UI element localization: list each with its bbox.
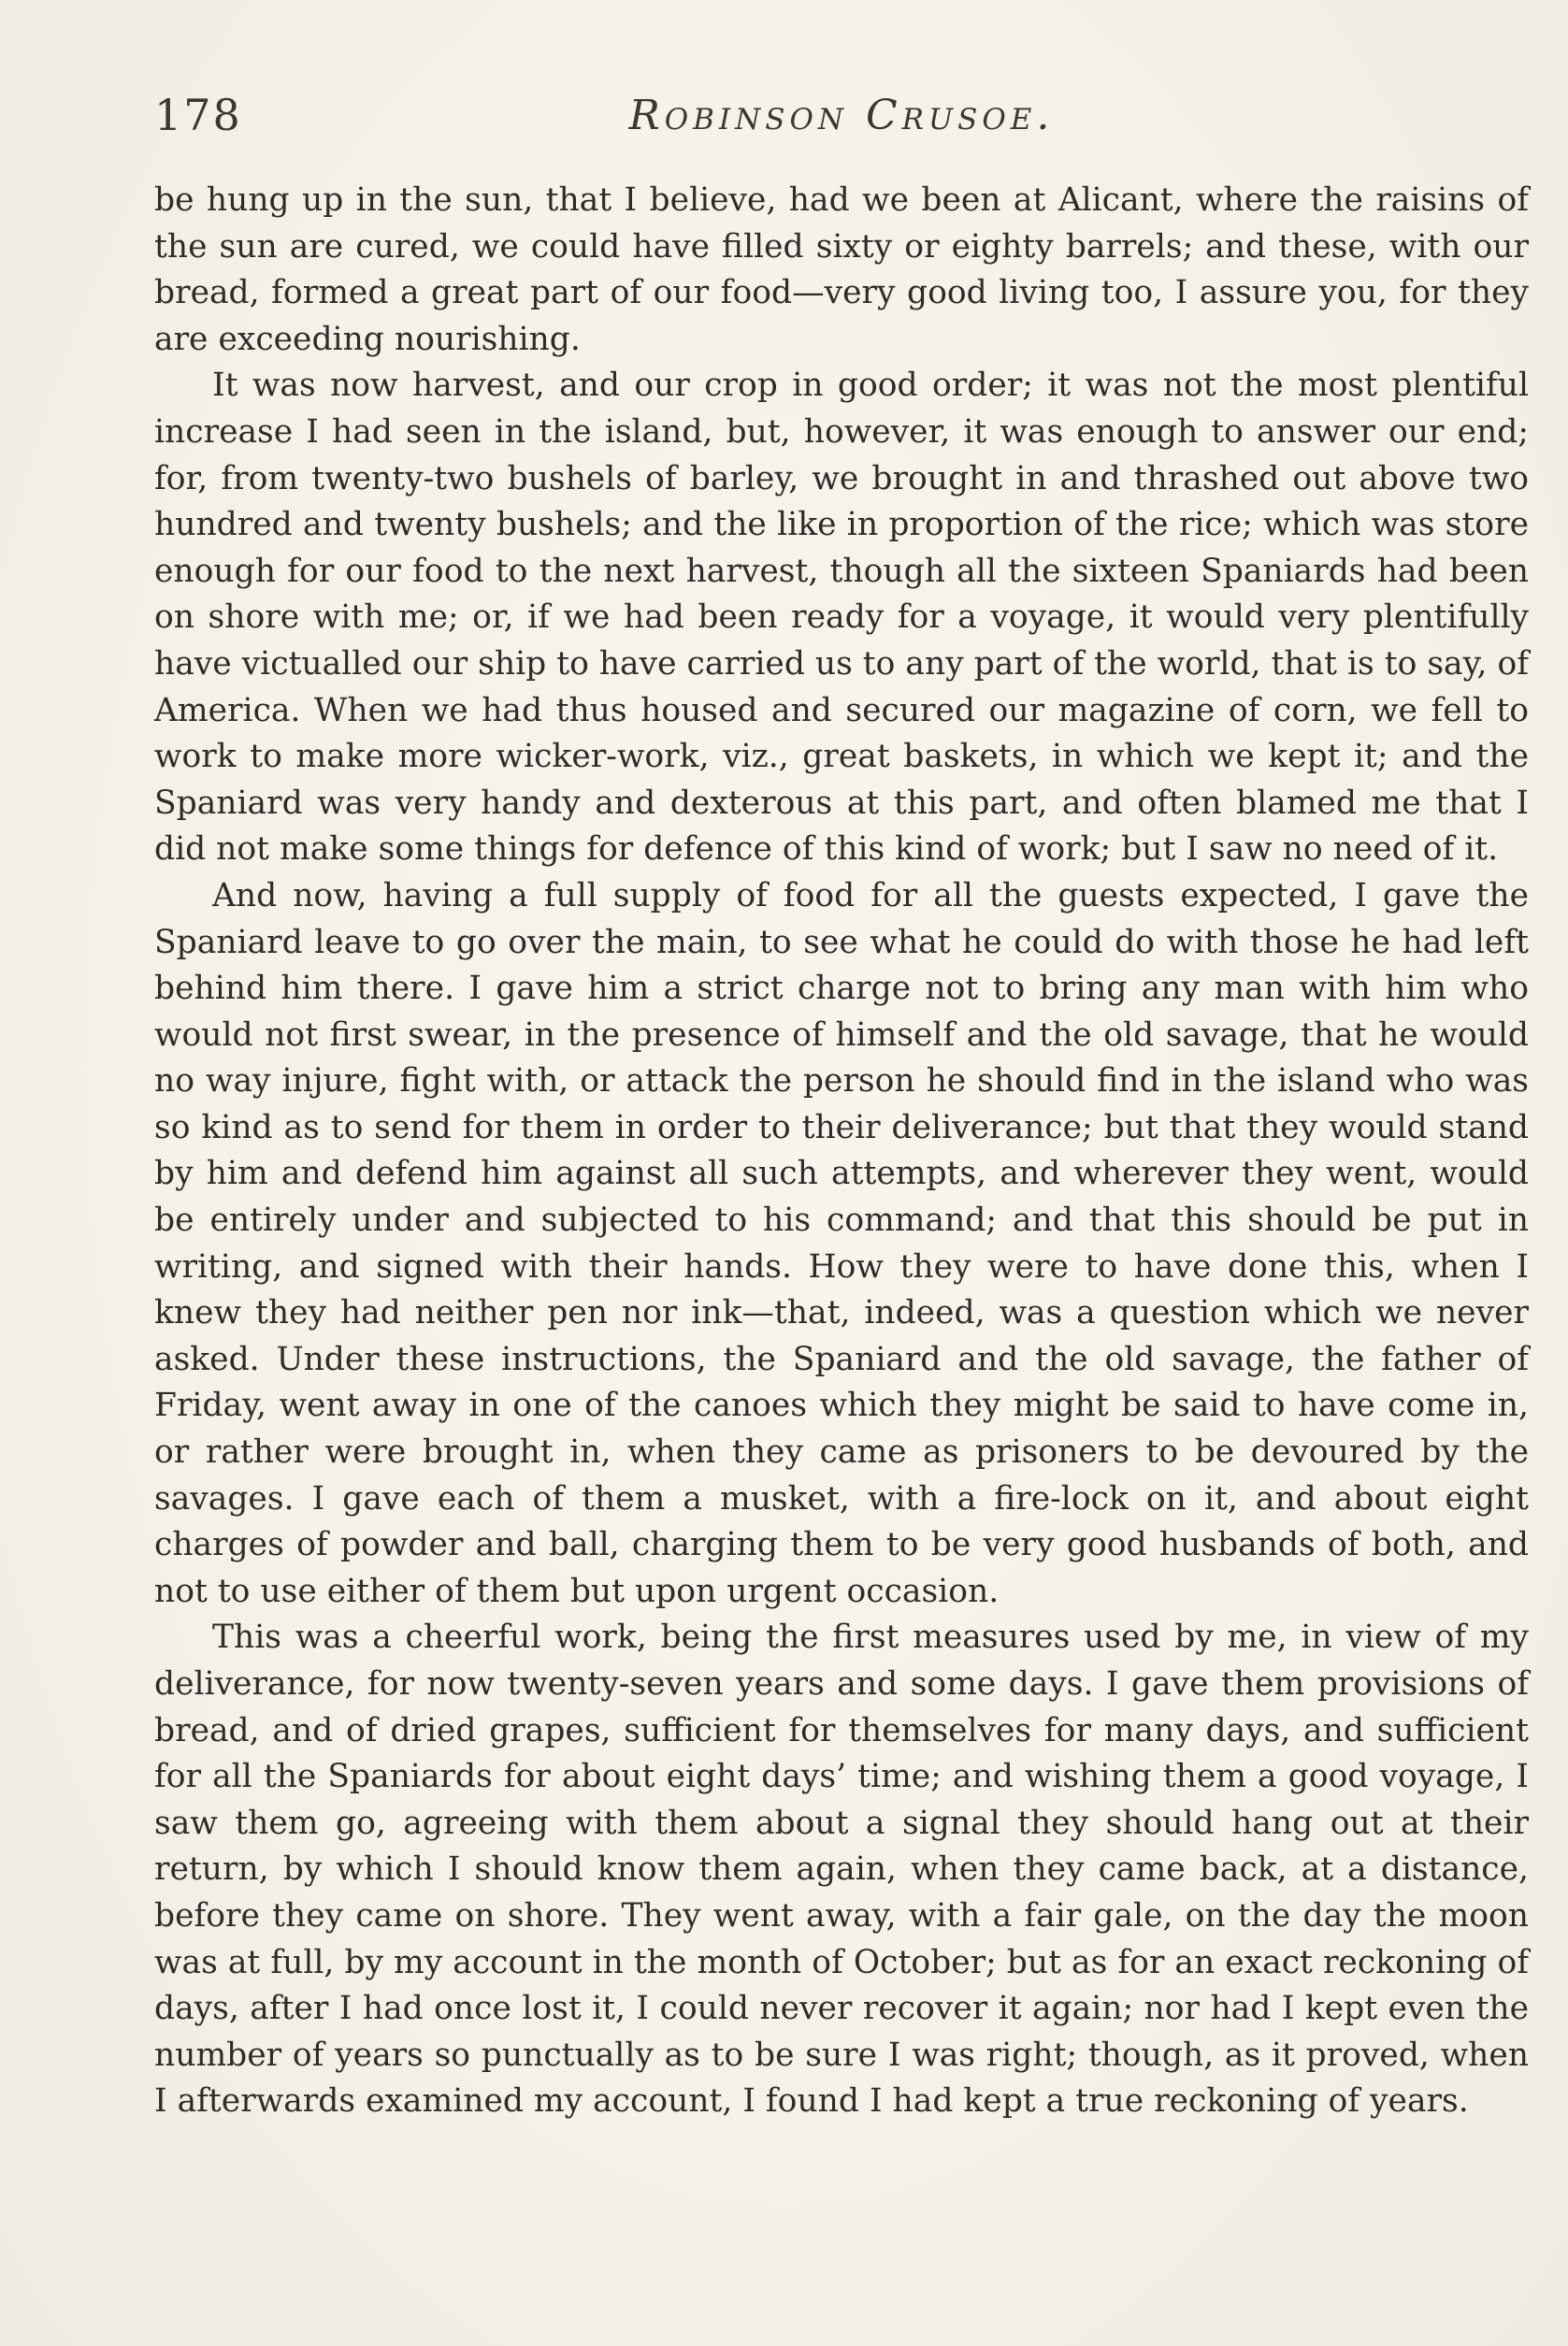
body-text — [154, 178, 1529, 2125]
paragraph-continuation: be hung up in the sun, that I believe, had we been at Alicant, where the raisins of the sun are cured, we could have filled sixty or eighty barrels; and these, with our bread, formed a great part of our food—very good living too, I assure you, for they are exceeding nourishing. — [154, 181, 1529, 358]
page-number: 178 — [154, 90, 242, 140]
paragraph-cheerful-work: This was a cheerful work, being the first measures used by me, in view of my deliverance, for now twenty-seven years and some days. I gave them provisions of bread, and of dried grapes, sufficient for themselves for many days, and sufficient for all the Spaniards for about eight days’ time; and wishing them a good voyage, I saw them go, agreeing with them about a signal they should hang out at their return, by which I should know them again, when they came back, at a distance, before they came on shore. They went away, with a fair gale, on the day the moon was at full, by my account in the month of October; but as for an exact reckoning of days, after I had once lost it, I could never recover it again; nor had I kept even the number of years so punctually as to be sure I was right; though, as it proved, when I afterwards examined my account, I found I had kept a true reckoning of years. — [154, 1619, 1529, 2121]
page-header — [154, 90, 1529, 155]
paragraph-harvest: It was now harvest, and our crop in good order; it was not the most plentiful increase I had seen in the island, but, however, it was enough to answer our end; for, from twenty-two bushels of barley, we brought in and thrashed out above two hundred and twenty bushels; and the like in proportion of the rice; which was store enough for our food to the next harvest, though all the sixteen Spaniards had been on shore with me; or, if we had been ready for a voyage, it would very plentifully have victualled our ship to have carried us to any part of the world, that is to say, of America. When we had thus housed and secured our magazine of corn, we fell to work to make more wicker-work, viz., great baskets, in which we kept it; and the Spaniard was very handy and dexterous at this part, and often blamed me that I did not make some things for defence of this kind of work; but I saw no need of it. — [154, 367, 1529, 869]
running-title: Robinson Crusoe. — [628, 92, 1055, 139]
paragraph-spaniard-leave: And now, having a full supply of food for all the guests expected, I gave the Spaniard leave to go over the main, to see what he could do with those he had left behind him there. I gave him a strict charge not to bring any man with him who would not first swear, in the presence of himself and the old savage, that he would no way injure, fight with, or attack the person he should find in the island who was so kind as to send for them in order to their deliverance; but that they would stand by him and defend him against all such attempts, and wherever they went, would be entirely under and subjected to his command; and that this should be put in writing, and signed with their hands. How they were to have done this, when I knew they had neither pen nor ink—that, indeed, was a question which we never asked. Under these instructions, the Spaniard and the old savage, the father of Friday, went away in one of the canoes which they might be said to have come in, or rather were brought in, when they came as prisoners to be devoured by the savages. I gave each of them a musket, with a fire-lock on it, and about eight charges of powder and ball, charging them to be very good husbands of both, and not to use either of them but upon urgent occasion. — [154, 876, 1529, 1610]
